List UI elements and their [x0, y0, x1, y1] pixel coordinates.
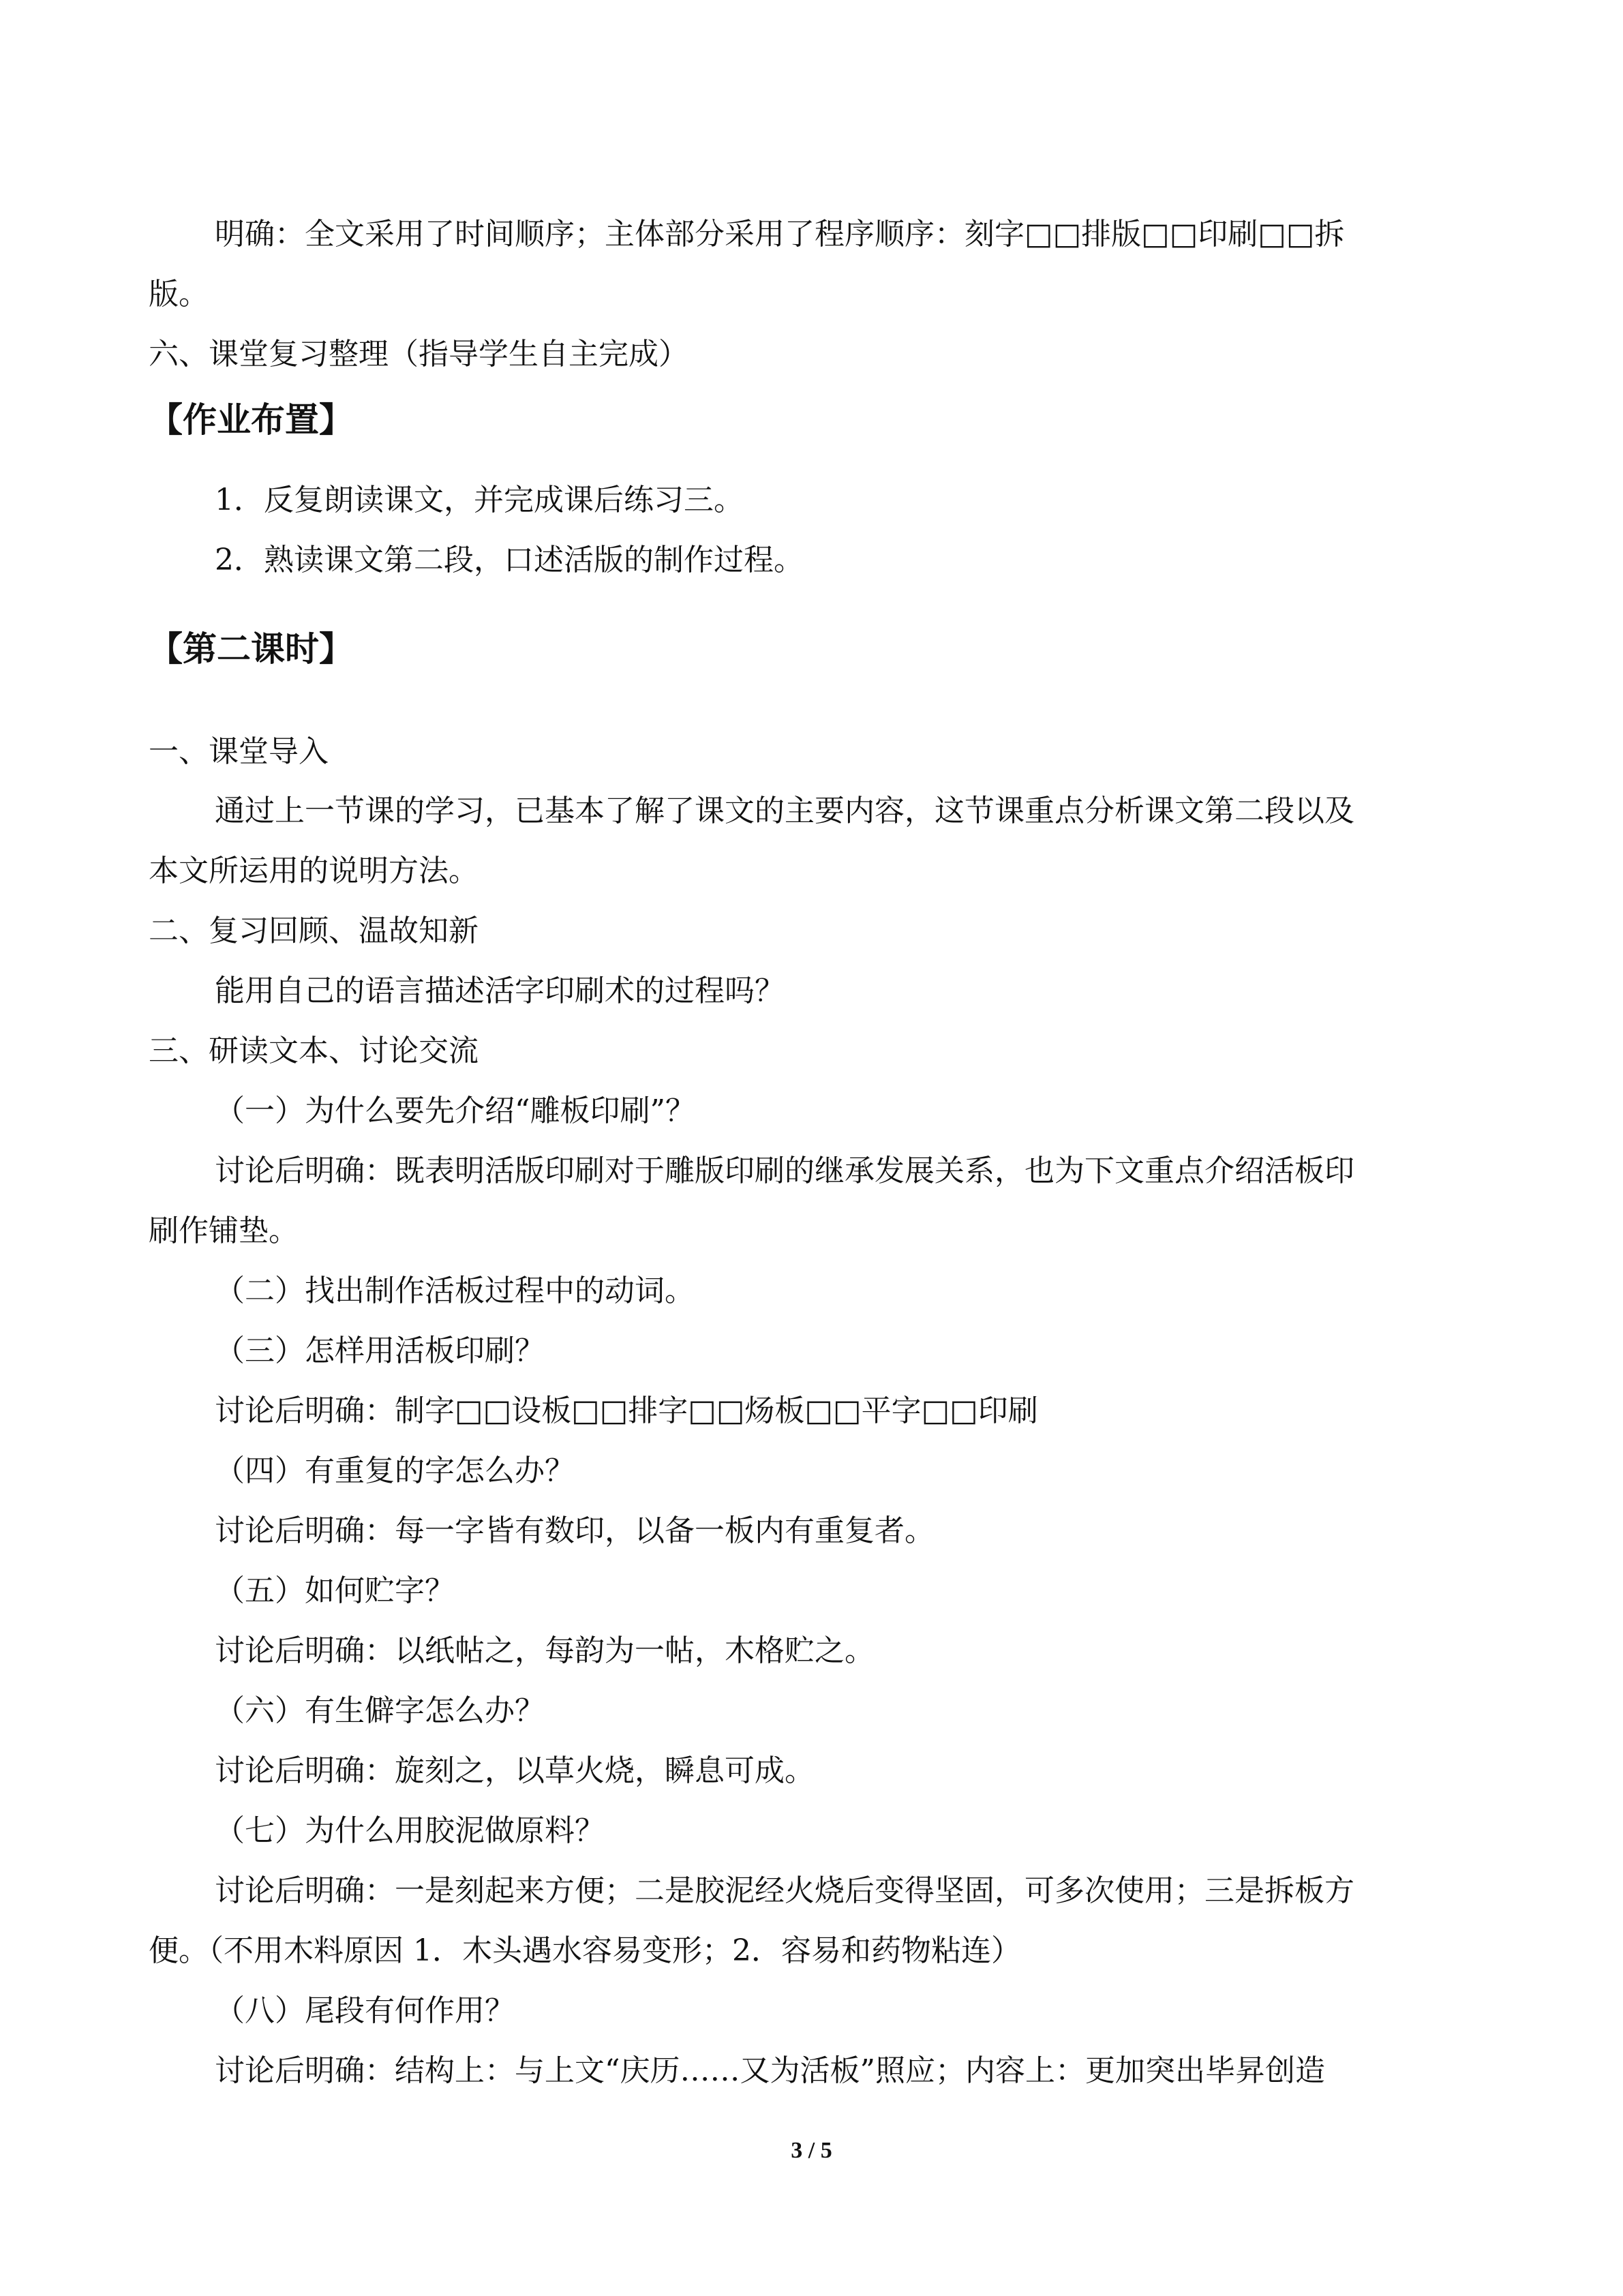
text-line: 本文所运用的说明方法。: [149, 854, 479, 888]
text-line: 明确：全文采用了时间顺序；主体部分采用了程序顺序：刻字□□排版□□印刷□□拆: [215, 217, 1345, 252]
section-heading: 一、课堂导入: [149, 734, 329, 769]
question: （二）找出制作活板过程中的动词。: [215, 1273, 695, 1308]
answer: 讨论后明确：既表明活版印刷对于雕版印刷的继承发展关系，也为下文重点介绍活板印: [215, 1153, 1354, 1188]
text-line: 通过上一节课的学习，已基本了解了课文的主要内容，这节课重点分析课文第二段以及: [215, 794, 1354, 828]
section-heading: 六、课堂复习整理（指导学生自主完成）: [149, 337, 688, 372]
answer: 讨论后明确：以纸帖之，每韵为一帖，木格贮之。: [215, 1633, 875, 1668]
answer: 讨论后明确：一是刻起来方便；二是胶泥经火烧后变得坚固，可多次使用；三是拆板方: [215, 1873, 1354, 1908]
text-line: 版。: [149, 277, 209, 312]
question: （一）为什么要先介绍“雕板印刷”？: [215, 1093, 695, 1128]
list-item: 2．熟读课文第二段，口述活版的制作过程。: [215, 543, 804, 577]
question: （五）如何贮字？: [215, 1573, 455, 1608]
answer: 便。（不用木料原因 1．木头遇水容易变形；2．容易和药物粘连）: [149, 1933, 1021, 1968]
question: （三）怎样用活板印刷？: [215, 1333, 545, 1368]
question: （七）为什么用胶泥做原料？: [215, 1813, 605, 1848]
section-heading: 二、复习回顾、温故知新: [149, 913, 479, 948]
answer: 讨论后明确：每一字皆有数印，以备一板内有重复者。: [215, 1513, 935, 1548]
heading-homework: 【作业布置】: [149, 400, 353, 440]
question: （八）尾段有何作用？: [215, 1993, 515, 2028]
page-number: 3 / 5: [791, 2138, 832, 2163]
answer: 刷作铺垫。: [149, 1213, 299, 1248]
text-line: 能用自己的语言描述活字印刷术的过程吗？: [215, 973, 785, 1008]
section-heading: 三、研读文本、讨论交流: [149, 1033, 479, 1068]
question: （六）有生僻字怎么办？: [215, 1693, 545, 1728]
heading-second-lesson: 【第二课时】: [149, 629, 353, 669]
answer: 讨论后明确：旋刻之，以草火烧，瞬息可成。: [215, 1753, 815, 1788]
list-item: 1．反复朗读课文，并完成课后练习三。: [215, 483, 744, 517]
answer: 讨论后明确：制字□□设板□□排字□□炀板□□平字□□印刷: [215, 1393, 1038, 1428]
answer: 讨论后明确：结构上：与上文“庆历……又为活板”照应；内容上：更加突出毕昇创造: [215, 2053, 1325, 2088]
question: （四）有重复的字怎么办？: [215, 1453, 575, 1488]
